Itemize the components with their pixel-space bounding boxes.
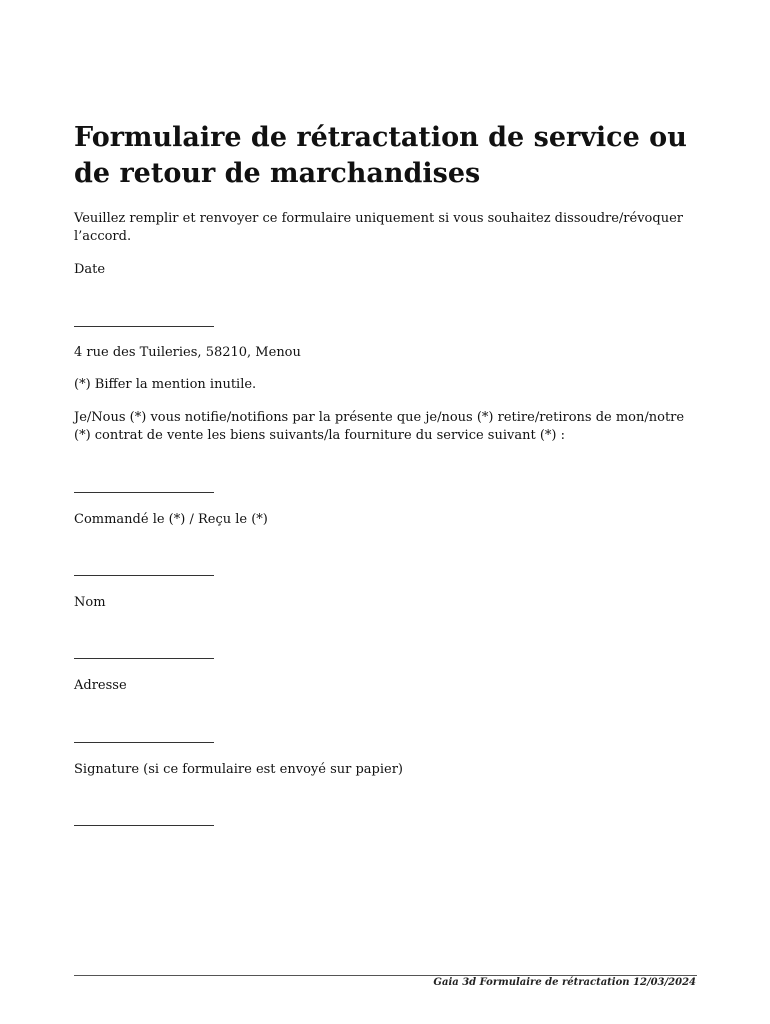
footer-divider <box>74 975 697 976</box>
address-line: 4 rue des Tuileries, 58210, Menou <box>74 345 301 360</box>
signature-label: Signature (si ce formulaire est envoyé sur papier) <box>74 762 403 777</box>
notification-text: Je/Nous (*) vous notifie/notifions par la présente que je/nous (*) retire/retirons de mon/notre (*) contrat de vente les biens suivants/la fourniture du service suivant (*) : <box>74 410 685 443</box>
name-label: Nom <box>74 595 106 610</box>
date-field-line[interactable] <box>74 326 214 327</box>
address-label: Adresse <box>74 678 127 693</box>
ordered-label: Commandé le (*) / Reçu le (*) <box>74 512 268 527</box>
document-title: Formulaire de rétractation de service ou de retour de marchandises <box>74 122 687 189</box>
name-field-line[interactable] <box>74 658 214 659</box>
date-label: Date <box>74 262 106 277</box>
strike-note: (*) Biffer la mention inutile. <box>74 377 257 392</box>
ordered-field-line[interactable] <box>74 575 214 576</box>
goods-field-line[interactable] <box>74 492 214 493</box>
intro-text: Veuillez remplir et renvoyer ce formulaire uniquement si vous souhaitez dissoudre/révoquer l’accord. <box>74 211 683 244</box>
address-field-line[interactable] <box>74 742 214 743</box>
footer-text: Gaia 3d Formulaire de rétractation 12/03/2024 <box>433 977 696 988</box>
signature-field-line[interactable] <box>74 825 214 826</box>
